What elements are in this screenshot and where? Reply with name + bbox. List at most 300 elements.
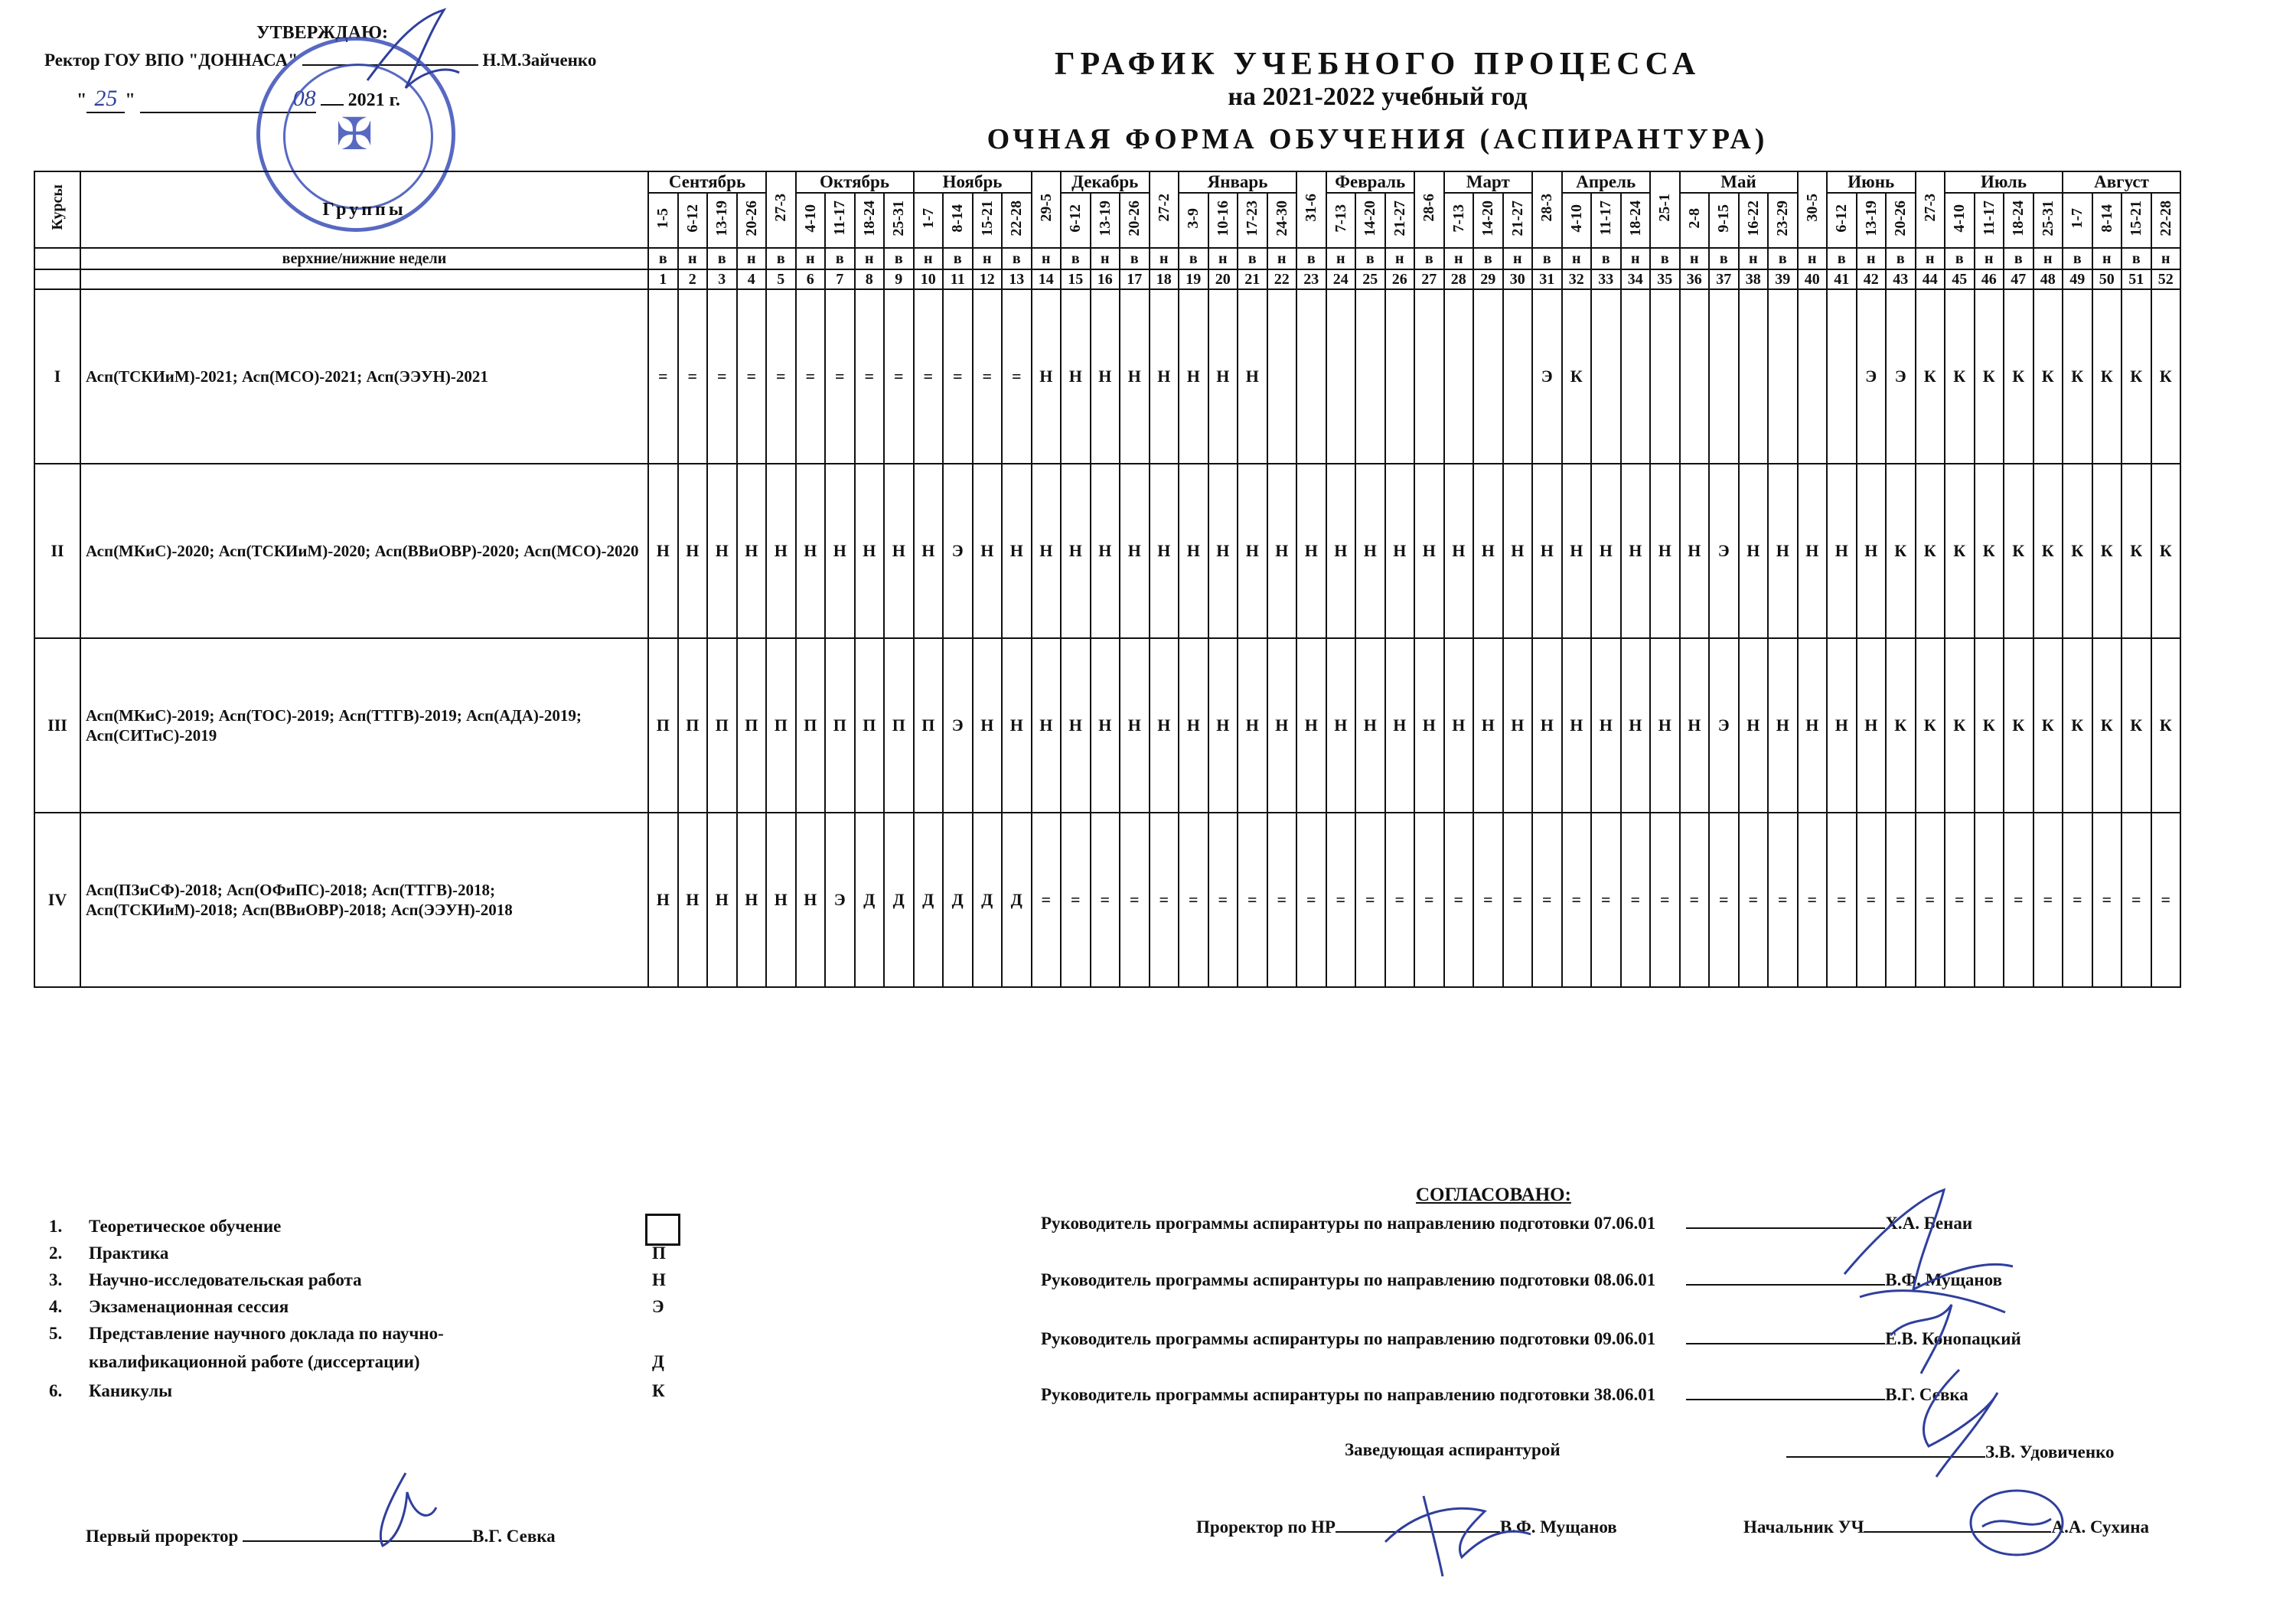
schedule-cell: = — [766, 289, 796, 464]
schedule-cell: = — [796, 289, 826, 464]
week-range-header — [914, 193, 944, 248]
schedule-cell: Н — [1326, 464, 1356, 638]
schedule-cell: Н — [1326, 638, 1356, 813]
schedule-cell: Н — [1355, 638, 1385, 813]
schedule-cell: = — [1945, 813, 1975, 987]
week-range-label: 10-16 — [1214, 200, 1231, 236]
week-range-label: 11-17 — [831, 200, 849, 236]
date-open-quote: " — [77, 90, 87, 110]
legend-mark: К — [652, 1381, 665, 1400]
upper-lower-cell: н — [1503, 248, 1533, 269]
legend-label: Теоретическое обучение — [89, 1217, 282, 1236]
upper-lower-cell: н — [855, 248, 885, 269]
upper-lower-cell: н — [914, 248, 944, 269]
upper-lower-cell: в — [1591, 248, 1621, 269]
schedule-cell: К — [2092, 638, 2122, 813]
week-number-cell: 33 — [1591, 269, 1621, 289]
week-range-label: 22-28 — [1008, 200, 1026, 236]
schedule-cell: = — [1267, 813, 1297, 987]
schedule-cell — [1385, 289, 1415, 464]
schedule-cell: Н — [1238, 464, 1267, 638]
course-groups: Асп(ТСКИиМ)-2021; Асп(МСО)-2021; Асп(ЭЭУН)-2021 — [80, 289, 648, 464]
schedule-cell: К — [2033, 289, 2063, 464]
schedule-cell: Н — [1562, 638, 1592, 813]
legend-mark: П — [652, 1243, 666, 1263]
schedule-cell: = — [1975, 813, 2004, 987]
schedule-cell: К — [1945, 638, 1975, 813]
schedule-table — [34, 171, 2181, 988]
legend-label-continued: квалификационной работе (диссертации) — [89, 1352, 420, 1371]
week-number-cell: 52 — [2151, 269, 2181, 289]
schedule-cell: П — [825, 638, 855, 813]
week-number-cell: 18 — [1150, 269, 1179, 289]
schedule-cell: Д — [914, 813, 944, 987]
schedule-cell: К — [2092, 464, 2122, 638]
schedule-cell: Н — [1120, 638, 1150, 813]
schedule-cell: Д — [943, 813, 973, 987]
week-range-header — [1091, 193, 1120, 248]
schedule-cell: Н — [1150, 638, 1179, 813]
head-signature — [1883, 1362, 2020, 1484]
schedule-cell: П — [796, 638, 826, 813]
schedule-cell: = — [1032, 813, 1062, 987]
week-range-header — [1621, 193, 1651, 248]
upper-lower-cell: в — [1296, 248, 1326, 269]
schedule-cell: = — [2033, 813, 2063, 987]
month-header: Март — [1444, 171, 1533, 193]
schedule-cell: Н — [648, 464, 678, 638]
schedule-cell: Н — [855, 464, 885, 638]
schedule-cell: Э — [1532, 289, 1562, 464]
schedule-cell — [1296, 289, 1326, 464]
schedule-cell: = — [1355, 813, 1385, 987]
agreed-position: Руководитель программы аспирантуры по направлению подготовки 08.06.01 — [1041, 1270, 1656, 1289]
uch-row — [1743, 1517, 2149, 1537]
course-row — [34, 464, 2180, 638]
schedule-cell: Н — [1414, 464, 1444, 638]
schedule-cell: Н — [1150, 464, 1179, 638]
legend-item — [49, 1324, 444, 1344]
rector-name: Н.М.Зайченко — [482, 51, 597, 70]
week-number-cell: 41 — [1827, 269, 1857, 289]
schedule-cell: = — [2092, 813, 2122, 987]
legend-number: 4. — [49, 1297, 63, 1316]
schedule-cell: К — [2151, 464, 2181, 638]
transition-week-header — [1650, 171, 1680, 248]
week-number-cell: 28 — [1444, 269, 1474, 289]
week-range-label: 17-23 — [1244, 200, 1261, 236]
groups-header — [80, 171, 648, 248]
rector-title: Ректор ГОУ ВПО "ДОННАСА" — [44, 51, 298, 70]
transition-week-header — [1798, 171, 1828, 248]
schedule-cell: Н — [1032, 638, 1062, 813]
week-range-label: 24-30 — [1273, 200, 1290, 236]
schedule-cell: Н — [1296, 638, 1326, 813]
week-range-header — [1267, 193, 1297, 248]
schedule-cell: Н — [1267, 638, 1297, 813]
schedule-cell: Н — [1385, 638, 1415, 813]
upper-lower-cell: в — [1768, 248, 1798, 269]
schedule-cell: К — [2033, 464, 2063, 638]
schedule-cell: К — [2004, 638, 2033, 813]
course-groups: Асп(МКиС)-2019; Асп(ТОС)-2019; Асп(ТТГВ)-2019; Асп(АДА)-2019; Асп(СИТиС)-2019 — [80, 638, 648, 813]
week-number-cell: 24 — [1326, 269, 1356, 289]
transition-week-header — [1532, 171, 1562, 248]
schedule-cell: Н — [766, 464, 796, 638]
week-range-label: 20-26 — [1126, 200, 1143, 236]
schedule-cell — [1444, 289, 1474, 464]
week-range-header — [2063, 193, 2092, 248]
schedule-cell: К — [1975, 464, 2004, 638]
schedule-cell: К — [1975, 289, 2004, 464]
week-range-header — [707, 193, 737, 248]
schedule-cell: Э — [943, 638, 973, 813]
schedule-cell: Н — [1532, 638, 1562, 813]
month-header: Октябрь — [796, 171, 914, 193]
upper-lower-cell: в — [766, 248, 796, 269]
schedule-cell: = — [1916, 813, 1945, 987]
schedule-cell: Н — [1650, 638, 1680, 813]
month-header: Апрель — [1562, 171, 1651, 193]
schedule-cell: Н — [1061, 289, 1091, 464]
month-header: Январь — [1179, 171, 1296, 193]
upper-lower-cell: н — [2092, 248, 2122, 269]
legend-label: Научно-исследовательская работа — [89, 1270, 362, 1289]
week-number-cell: 46 — [1975, 269, 2004, 289]
first-prorector-row — [86, 1527, 556, 1546]
week-number-cell: 19 — [1179, 269, 1208, 289]
upper-lower-cell: в — [1886, 248, 1916, 269]
legend-number: 5. — [49, 1324, 63, 1343]
legend-label: Каникулы — [89, 1381, 173, 1400]
week-range-header — [1120, 193, 1150, 248]
week-range-label: 23-29 — [1774, 200, 1792, 236]
course-groups: Асп(МКиС)-2020; Асп(ТСКИиМ)-2020; Асп(ВВиОВР)-2020; Асп(МСО)-2020 — [80, 464, 648, 638]
schedule-cell: Н — [1857, 638, 1887, 813]
upper-lower-label: верхние/нижние недели — [80, 248, 648, 269]
week-number-cell: 25 — [1355, 269, 1385, 289]
prorector-name: В.Ф. Мущанов — [1499, 1517, 1617, 1537]
week-range-header — [2004, 193, 2033, 248]
upper-lower-cell: н — [1562, 248, 1592, 269]
upper-lower-row — [34, 248, 2180, 269]
schedule-cell: = — [737, 289, 767, 464]
upper-lower-cell: в — [943, 248, 973, 269]
month-header: Май — [1680, 171, 1798, 193]
schedule-cell — [1621, 289, 1651, 464]
week-number-cell: 8 — [855, 269, 885, 289]
doc-subtitle-year: на 2021-2022 учебный год — [1228, 83, 1528, 111]
week-range-header — [648, 193, 678, 248]
schedule-cell: Н — [1061, 464, 1091, 638]
legend-item — [49, 1297, 289, 1317]
week-range-header — [678, 193, 708, 248]
upper-lower-cell: н — [1208, 248, 1238, 269]
agreed-person-name: Х.А. Бенаи — [1885, 1214, 1973, 1233]
schedule-cell: = — [855, 289, 885, 464]
week-range-label: 15-21 — [978, 200, 996, 236]
week-number-cell: 47 — [2004, 269, 2033, 289]
week-range-header — [2033, 193, 2063, 248]
upper-lower-cell: в — [1179, 248, 1208, 269]
agreed-position: Руководитель программы аспирантуры по направлению подготовки 09.06.01 — [1041, 1329, 1656, 1348]
upper-lower-cell: в — [1945, 248, 1975, 269]
week-range-header — [2092, 193, 2122, 248]
groups-header-label: Группы — [322, 199, 406, 220]
week-number-cell: 11 — [943, 269, 973, 289]
week-range-header — [1002, 193, 1032, 248]
schedule-cell: = — [1061, 813, 1091, 987]
upper-lower-cell: в — [1827, 248, 1857, 269]
transition-week-header — [1150, 171, 1179, 248]
week-number-cell: 45 — [1945, 269, 1975, 289]
upper-lower-cell: н — [1857, 248, 1887, 269]
week-number-cell: 20 — [1208, 269, 1238, 289]
schedule-cell: Н — [796, 813, 826, 987]
schedule-cell: К — [1975, 638, 2004, 813]
upper-lower-cell: н — [1385, 248, 1415, 269]
course-number: I — [34, 289, 80, 464]
schedule-cell: Д — [884, 813, 914, 987]
upper-lower-cell: н — [796, 248, 826, 269]
schedule-cell: = — [1385, 813, 1415, 987]
schedule-cell: Н — [737, 464, 767, 638]
transition-week-header — [1414, 171, 1444, 248]
schedule-cell: Н — [707, 464, 737, 638]
upper-lower-cell: н — [1739, 248, 1769, 269]
week-number-cell: 21 — [1238, 269, 1267, 289]
schedule-cell: = — [1326, 813, 1356, 987]
upper-lower-cell: н — [1267, 248, 1297, 269]
week-range-label: 20-26 — [742, 200, 760, 236]
week-range-label: 4-10 — [801, 204, 819, 233]
schedule-cell: = — [1091, 813, 1120, 987]
schedule-cell: Н — [884, 464, 914, 638]
schedule-cell: = — [707, 289, 737, 464]
schedule-cell: = — [1002, 289, 1032, 464]
schedule-cell: = — [884, 289, 914, 464]
schedule-cell — [1650, 289, 1680, 464]
agreed-position: Руководитель программы аспирантуры по направлению подготовки 07.06.01 — [1041, 1214, 1656, 1233]
upper-lower-cell: в — [707, 248, 737, 269]
legend-number: 3. — [49, 1270, 63, 1289]
schedule-cell: = — [1857, 813, 1887, 987]
week-number-cell: 22 — [1267, 269, 1297, 289]
schedule-cell: = — [1768, 813, 1798, 987]
upper-lower-cell: в — [1355, 248, 1385, 269]
month-header: Август — [2063, 171, 2180, 193]
week-number-cell: 42 — [1857, 269, 1887, 289]
upper-lower-cell: в — [1650, 248, 1680, 269]
schedule-cell: = — [1503, 813, 1533, 987]
week-range-header — [1326, 193, 1356, 248]
doc-subtitle-form: ОЧНАЯ ФОРМА ОБУЧЕНИЯ (АСПИРАНТУРА) — [987, 123, 1769, 155]
schedule-cell: Н — [1179, 638, 1208, 813]
week-range-header — [1857, 193, 1887, 248]
schedule-cell: Н — [1355, 464, 1385, 638]
week-range-header — [884, 193, 914, 248]
schedule-cell: К — [2063, 289, 2092, 464]
week-range-label: 13-19 — [1096, 200, 1114, 236]
week-range-label: 1-7 — [919, 207, 937, 229]
legend-number: 6. — [49, 1381, 63, 1400]
week-range-label: 13-19 — [1862, 200, 1880, 236]
month-header-row — [34, 171, 2180, 193]
schedule-cell: П — [648, 638, 678, 813]
week-number-cell: 15 — [1061, 269, 1091, 289]
week-number-cell: 7 — [825, 269, 855, 289]
schedule-cell — [1414, 289, 1444, 464]
approval-day: 25 — [86, 86, 125, 113]
week-range-label: 25-31 — [2039, 200, 2056, 236]
approve-label: УТВЕРЖДАЮ: — [256, 23, 389, 43]
week-range-label: 21-27 — [1508, 200, 1526, 236]
transition-week-header — [1032, 171, 1062, 248]
week-range-label: 7-13 — [1450, 204, 1467, 233]
schedule-cell: Н — [707, 813, 737, 987]
schedule-cell: Н — [678, 464, 708, 638]
legend-label: Представление научного доклада по научно- — [89, 1324, 444, 1343]
schedule-cell: П — [707, 638, 737, 813]
week-range-label: 29-5 — [1037, 193, 1055, 222]
week-range-header — [1444, 193, 1474, 248]
schedule-cell: Н — [1120, 464, 1150, 638]
week-range-label: 16-22 — [1744, 200, 1762, 236]
week-range-label: 27-2 — [1155, 193, 1172, 222]
upper-lower-cell: н — [1621, 248, 1651, 269]
week-number-cell: 40 — [1798, 269, 1828, 289]
schedule-cell: Н — [737, 813, 767, 987]
schedule-cell: = — [1444, 813, 1474, 987]
kursy-header-label: Курсы — [49, 184, 66, 230]
schedule-cell: Н — [1032, 289, 1062, 464]
agreed-position: Руководитель программы аспирантуры по направлению подготовки 38.06.01 — [1041, 1385, 1656, 1404]
week-range-header — [1179, 193, 1208, 248]
week-range-header — [973, 193, 1003, 248]
head-label: Заведующая аспирантурой — [1345, 1440, 1561, 1459]
head-label-row — [1345, 1440, 1561, 1460]
week-range-header — [1709, 193, 1739, 248]
schedule-cell: Н — [1827, 638, 1857, 813]
schedule-cell: = — [1680, 813, 1710, 987]
week-number-cell: 48 — [2033, 269, 2063, 289]
schedule-cell: Н — [914, 464, 944, 638]
month-header: Июнь — [1827, 171, 1916, 193]
upper-lower-cell: в — [2122, 248, 2151, 269]
upper-lower-cell: н — [1798, 248, 1828, 269]
agreed-row — [1041, 1385, 1968, 1405]
week-range-label: 28-3 — [1538, 193, 1556, 222]
week-range-label: 3-9 — [1185, 207, 1202, 229]
legend-number: 2. — [49, 1243, 63, 1263]
week-number-cell: 37 — [1709, 269, 1739, 289]
schedule-cell: Д — [855, 813, 885, 987]
upper-lower-cell: в — [648, 248, 678, 269]
schedule-cell: Н — [973, 638, 1003, 813]
week-range-label: 28-6 — [1420, 193, 1438, 222]
schedule-cell: Н — [1473, 464, 1503, 638]
week-range-header — [1739, 193, 1769, 248]
schedule-cell: Н — [1621, 638, 1651, 813]
week-range-label: 6-12 — [1067, 204, 1084, 233]
week-range-label: 4-10 — [1951, 204, 1968, 233]
week-number-cell: 13 — [1002, 269, 1032, 289]
schedule-cell: К — [1886, 464, 1916, 638]
week-range-header — [1945, 193, 1975, 248]
week-number-cell: 5 — [766, 269, 796, 289]
upper-lower-cell: н — [2151, 248, 2181, 269]
schedule-cell: Н — [1091, 464, 1120, 638]
schedule-cell: Н — [1621, 464, 1651, 638]
week-range-label: 14-20 — [1479, 200, 1497, 236]
agreed-person-name: В.Ф. Мущанов — [1885, 1270, 2003, 1289]
schedule-cell: Н — [1002, 464, 1032, 638]
legend-label: Экзаменационная сессия — [89, 1297, 289, 1316]
week-number-label-blank — [80, 269, 648, 289]
schedule-cell: = — [1650, 813, 1680, 987]
week-range-label: 7-13 — [1332, 204, 1349, 233]
week-number-cell: 10 — [914, 269, 944, 289]
week-range-label: 9-15 — [1715, 204, 1733, 233]
upper-lower-cell: в — [1238, 248, 1267, 269]
doc-title: ГРАФИК УЧЕБНОГО ПРОЦЕССА — [1054, 47, 1701, 82]
week-number-row — [34, 269, 2180, 289]
schedule-cell: Н — [1503, 638, 1533, 813]
schedule-cell: = — [1150, 813, 1179, 987]
schedule-cell: = — [914, 289, 944, 464]
schedule-cell: = — [648, 289, 678, 464]
schedule-cell: К — [2033, 638, 2063, 813]
schedule-cell: Н — [1120, 289, 1150, 464]
week-range-label: 8-14 — [949, 204, 967, 233]
schedule-cell: К — [2122, 638, 2151, 813]
schedule-cell: Н — [1267, 464, 1297, 638]
upper-lower-cell: в — [2063, 248, 2092, 269]
schedule-cell: Н — [1208, 289, 1238, 464]
week-range-header — [1238, 193, 1267, 248]
schedule-cell: Н — [1857, 464, 1887, 638]
week-number-cell: 14 — [1032, 269, 1062, 289]
schedule-cell: К — [1562, 289, 1592, 464]
schedule-cell — [1267, 289, 1297, 464]
week-range-label: 31-6 — [1303, 193, 1320, 222]
schedule-cell: Д — [1002, 813, 1032, 987]
schedule-cell: = — [2122, 813, 2151, 987]
schedule-cell — [1739, 289, 1769, 464]
schedule-cell: = — [825, 289, 855, 464]
week-range-header — [1473, 193, 1503, 248]
schedule-cell: Н — [1150, 289, 1179, 464]
schedule-cell: = — [2004, 813, 2033, 987]
schedule-cell: Н — [1827, 464, 1857, 638]
week-number-cell: 29 — [1473, 269, 1503, 289]
schedule-cell: = — [1562, 813, 1592, 987]
schedule-cell: Н — [1208, 638, 1238, 813]
schedule-cell: = — [1179, 813, 1208, 987]
uch-signature — [1959, 1481, 2074, 1565]
first-prorector-name: В.Г. Севка — [472, 1527, 556, 1546]
week-number-cell: 9 — [884, 269, 914, 289]
approvers-signatures — [1814, 1182, 2043, 1381]
schedule-cell: Н — [825, 464, 855, 638]
agreed-person-name: В.Г. Севка — [1885, 1385, 1968, 1404]
schedule-cell: П — [884, 638, 914, 813]
schedule-cell: Н — [1473, 638, 1503, 813]
schedule-cell — [1355, 289, 1385, 464]
legend-item — [49, 1217, 281, 1237]
week-number-cell: 35 — [1650, 269, 1680, 289]
week-number-cell: 36 — [1680, 269, 1710, 289]
